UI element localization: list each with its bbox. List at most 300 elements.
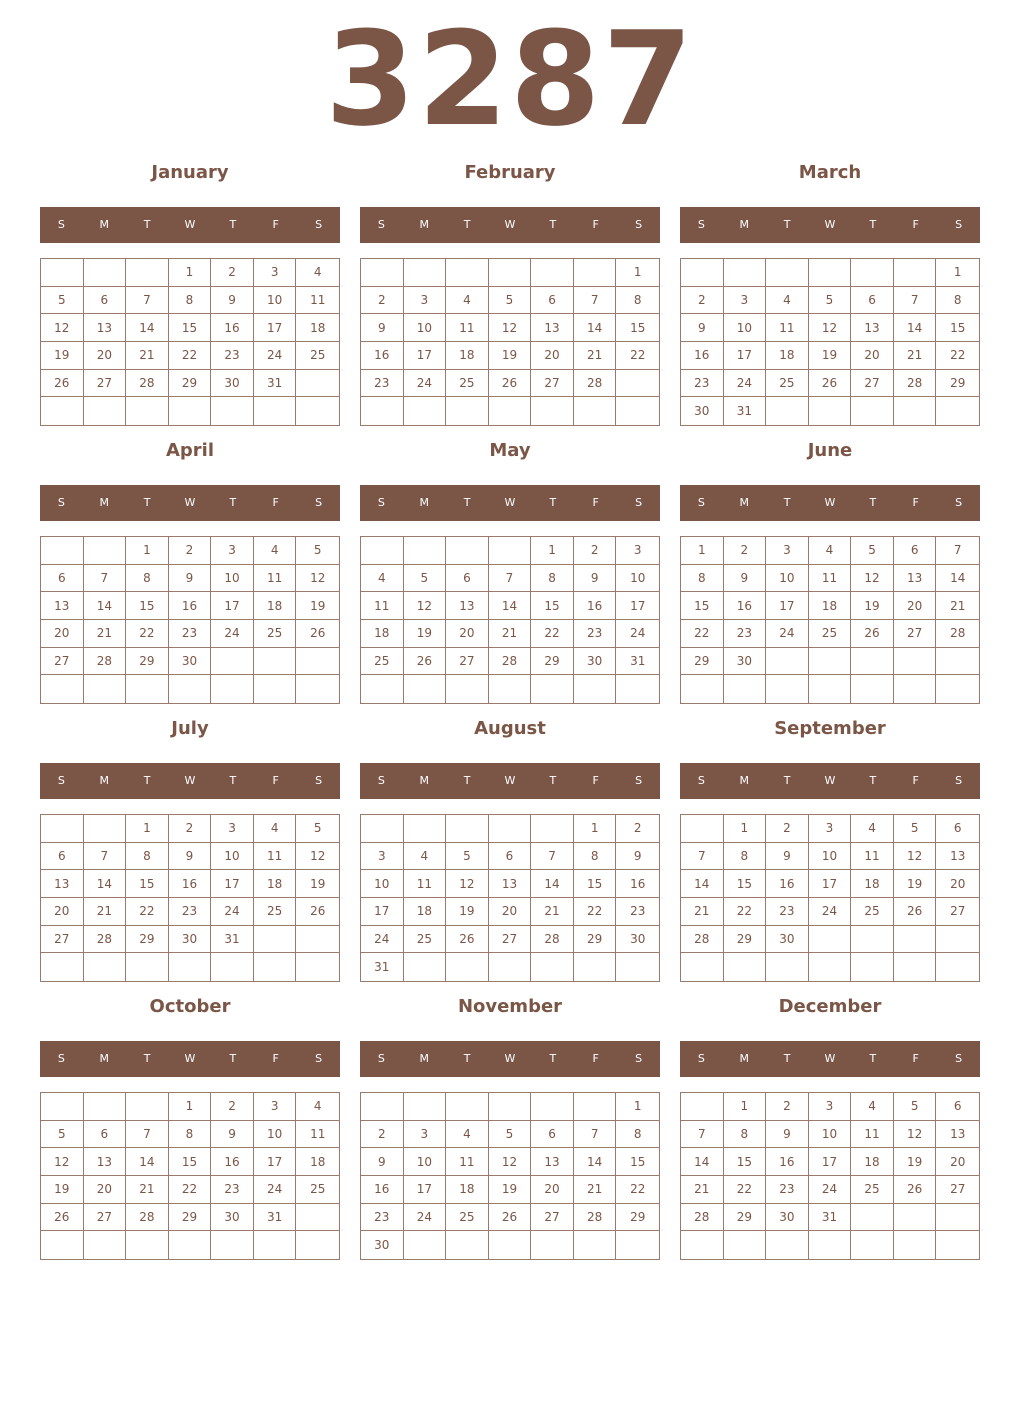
day-cell: 4 (766, 287, 809, 315)
day-cell: 18 (254, 870, 297, 898)
day-cell: 22 (724, 898, 767, 926)
empty-day-cell (894, 1204, 937, 1232)
day-cell: 24 (361, 926, 404, 954)
day-cell: 17 (809, 1148, 852, 1176)
day-cell: 11 (851, 843, 894, 871)
day-cell: 25 (296, 1176, 339, 1204)
day-cell: 23 (616, 898, 659, 926)
empty-day-cell (851, 953, 894, 981)
empty-day-cell (41, 537, 84, 565)
day-cell: 8 (531, 565, 574, 593)
weekday-label: S (57, 1052, 65, 1065)
weekday-header (680, 763, 980, 799)
weekday-label: W (824, 496, 836, 509)
weekday-label: S (697, 1052, 705, 1065)
empty-day-cell (41, 259, 84, 287)
day-cell: 2 (211, 259, 254, 287)
months-grid (40, 155, 980, 1267)
empty-day-cell (681, 1093, 724, 1121)
empty-day-cell (851, 1204, 894, 1232)
day-cell: 7 (126, 287, 169, 315)
month-title: April (165, 440, 215, 461)
day-cell: 26 (404, 648, 447, 676)
day-cell: 9 (361, 1148, 404, 1176)
day-cell: 12 (894, 1121, 937, 1149)
day-cell: 15 (681, 592, 724, 620)
empty-day-cell (126, 675, 169, 703)
day-cell: 2 (724, 537, 767, 565)
day-cell: 12 (851, 565, 894, 593)
day-cell: 27 (851, 370, 894, 398)
empty-day-cell (531, 1231, 574, 1259)
day-cell: 15 (126, 592, 169, 620)
empty-day-cell (296, 1204, 339, 1232)
empty-day-cell (361, 675, 404, 703)
empty-day-cell (41, 1231, 84, 1259)
day-cell: 26 (851, 620, 894, 648)
empty-day-cell (296, 953, 339, 981)
day-cell: 9 (211, 1121, 254, 1149)
day-cell: 4 (446, 1121, 489, 1149)
weekday-label: T (549, 774, 557, 787)
day-cell: 19 (851, 592, 894, 620)
empty-day-cell (446, 259, 489, 287)
day-cell: 10 (404, 314, 447, 342)
empty-day-cell (936, 953, 979, 981)
day-cell: 11 (766, 314, 809, 342)
day-cell: 5 (489, 287, 532, 315)
weekday-label: S (315, 218, 323, 231)
weekday-label: W (184, 774, 196, 787)
weekday-label: M (739, 1052, 750, 1065)
weekday-label: S (635, 496, 643, 509)
empty-day-cell (809, 648, 852, 676)
day-cell: 5 (809, 287, 852, 315)
weekday-label: T (549, 1052, 557, 1065)
empty-day-cell (894, 926, 937, 954)
day-cell: 19 (489, 1176, 532, 1204)
empty-day-cell (84, 397, 127, 425)
day-cell: 28 (126, 370, 169, 398)
empty-day-cell (894, 648, 937, 676)
empty-day-cell (809, 675, 852, 703)
day-cell: 17 (616, 592, 659, 620)
day-cell: 21 (574, 1176, 617, 1204)
month-title: September (774, 718, 886, 739)
empty-day-cell (809, 1231, 852, 1259)
day-cell: 21 (126, 342, 169, 370)
day-cell: 9 (169, 565, 212, 593)
weekday-label: T (869, 218, 877, 231)
weekday-label: M (99, 218, 110, 231)
day-cell: 19 (296, 592, 339, 620)
day-cell: 13 (531, 314, 574, 342)
day-cell: 5 (894, 815, 937, 843)
day-cell: 21 (84, 620, 127, 648)
day-cell: 16 (766, 1148, 809, 1176)
day-cell: 26 (894, 898, 937, 926)
day-cell: 30 (574, 648, 617, 676)
day-cell: 31 (361, 953, 404, 981)
day-cell: 18 (851, 1148, 894, 1176)
weekday-label: W (184, 218, 196, 231)
empty-day-cell (296, 648, 339, 676)
empty-day-cell (766, 648, 809, 676)
day-cell: 24 (254, 1176, 297, 1204)
day-cell: 2 (169, 815, 212, 843)
weekday-label: W (184, 1052, 196, 1065)
weekday-label: F (912, 218, 919, 231)
empty-day-cell (681, 953, 724, 981)
month-title: March (798, 162, 862, 183)
day-cell: 30 (766, 1204, 809, 1232)
day-cell: 15 (574, 870, 617, 898)
day-cell: 9 (211, 287, 254, 315)
weekday-label: W (504, 1052, 516, 1065)
day-cell: 20 (531, 1176, 574, 1204)
day-cell: 26 (489, 1204, 532, 1232)
month-july (40, 711, 340, 989)
empty-day-cell (489, 259, 532, 287)
day-cell: 28 (681, 1204, 724, 1232)
day-cell: 18 (361, 620, 404, 648)
day-cell: 16 (169, 592, 212, 620)
day-cell: 28 (531, 926, 574, 954)
weekday-label: S (57, 774, 65, 787)
day-cell: 26 (489, 370, 532, 398)
day-cell: 14 (574, 314, 617, 342)
empty-day-cell (404, 1093, 447, 1121)
empty-day-cell (126, 953, 169, 981)
day-cell: 8 (724, 1121, 767, 1149)
weekday-label: S (377, 1052, 385, 1065)
empty-day-cell (254, 675, 297, 703)
month-title: November (457, 996, 563, 1017)
empty-day-cell (766, 259, 809, 287)
day-cell: 9 (574, 565, 617, 593)
empty-day-cell (84, 953, 127, 981)
weekday-label: W (504, 218, 516, 231)
empty-day-cell (616, 953, 659, 981)
day-cell: 13 (41, 592, 84, 620)
day-cell: 11 (254, 843, 297, 871)
day-cell: 17 (724, 342, 767, 370)
day-cell: 28 (574, 370, 617, 398)
day-cell: 27 (41, 926, 84, 954)
weekday-label: W (824, 774, 836, 787)
empty-day-cell (254, 397, 297, 425)
empty-day-cell (404, 397, 447, 425)
day-cell: 29 (126, 648, 169, 676)
month-may (360, 433, 660, 711)
day-cell: 20 (851, 342, 894, 370)
empty-day-cell (724, 259, 767, 287)
day-cell: 6 (894, 537, 937, 565)
empty-day-cell (489, 397, 532, 425)
day-cell: 5 (851, 537, 894, 565)
month-title: June (807, 440, 853, 461)
day-cell: 26 (41, 370, 84, 398)
empty-day-cell (724, 953, 767, 981)
empty-day-cell (574, 397, 617, 425)
day-cell: 15 (616, 1148, 659, 1176)
day-cell: 14 (84, 870, 127, 898)
weekday-label: M (739, 218, 750, 231)
day-cell: 23 (766, 898, 809, 926)
weekday-label: T (143, 1052, 151, 1065)
day-cell: 16 (616, 870, 659, 898)
empty-day-cell (169, 397, 212, 425)
weekday-label: F (592, 1052, 599, 1065)
day-cell: 22 (616, 1176, 659, 1204)
day-cell: 3 (404, 287, 447, 315)
day-cell: 4 (851, 815, 894, 843)
day-cell: 27 (531, 370, 574, 398)
day-cell: 28 (574, 1204, 617, 1232)
day-cell: 30 (766, 926, 809, 954)
day-cell: 10 (211, 565, 254, 593)
empty-day-cell (446, 537, 489, 565)
day-cell: 24 (404, 1204, 447, 1232)
day-cell: 19 (894, 870, 937, 898)
day-cell: 8 (169, 287, 212, 315)
empty-day-cell (851, 259, 894, 287)
weekday-label: S (377, 774, 385, 787)
day-cell: 28 (894, 370, 937, 398)
weekday-label: W (824, 218, 836, 231)
day-cell: 2 (211, 1093, 254, 1121)
empty-day-cell (84, 1093, 127, 1121)
day-cell: 14 (681, 1148, 724, 1176)
day-cell: 29 (169, 370, 212, 398)
day-cell: 21 (84, 898, 127, 926)
weekday-label: T (869, 774, 877, 787)
empty-day-cell (41, 675, 84, 703)
day-cell: 4 (296, 259, 339, 287)
month-august (360, 711, 660, 989)
day-grid (680, 258, 980, 426)
day-cell: 7 (84, 843, 127, 871)
day-cell: 6 (84, 1121, 127, 1149)
weekday-header (360, 485, 660, 521)
day-cell: 26 (296, 620, 339, 648)
day-cell: 29 (936, 370, 979, 398)
empty-day-cell (851, 675, 894, 703)
weekday-label: F (592, 218, 599, 231)
day-cell: 27 (84, 1204, 127, 1232)
weekday-label: S (955, 496, 963, 509)
month-april (40, 433, 340, 711)
day-cell: 31 (254, 1204, 297, 1232)
day-cell: 4 (361, 565, 404, 593)
weekday-label: M (419, 774, 430, 787)
day-cell: 29 (531, 648, 574, 676)
day-cell: 29 (126, 926, 169, 954)
day-cell: 23 (681, 370, 724, 398)
empty-day-cell (404, 675, 447, 703)
empty-day-cell (254, 1231, 297, 1259)
day-cell: 6 (851, 287, 894, 315)
empty-day-cell (41, 953, 84, 981)
empty-day-cell (489, 537, 532, 565)
empty-day-cell (404, 1231, 447, 1259)
weekday-label: W (504, 774, 516, 787)
weekday-header (680, 485, 980, 521)
empty-day-cell (404, 537, 447, 565)
weekday-label: M (99, 1052, 110, 1065)
day-cell: 1 (574, 815, 617, 843)
day-cell: 23 (766, 1176, 809, 1204)
empty-day-cell (531, 1093, 574, 1121)
empty-day-cell (84, 1231, 127, 1259)
day-cell: 18 (296, 314, 339, 342)
day-cell: 13 (41, 870, 84, 898)
day-cell: 13 (489, 870, 532, 898)
weekday-label: S (635, 774, 643, 787)
weekday-label: T (229, 1052, 237, 1065)
day-cell: 9 (169, 843, 212, 871)
empty-day-cell (851, 648, 894, 676)
day-cell: 18 (446, 1176, 489, 1204)
day-cell: 25 (809, 620, 852, 648)
month-title: August (474, 718, 546, 739)
weekday-label: T (549, 496, 557, 509)
day-cell: 16 (361, 1176, 404, 1204)
day-cell: 29 (169, 1204, 212, 1232)
weekday-label: S (697, 496, 705, 509)
empty-day-cell (126, 397, 169, 425)
empty-day-cell (361, 259, 404, 287)
day-cell: 17 (809, 870, 852, 898)
day-cell: 16 (724, 592, 767, 620)
day-cell: 17 (254, 1148, 297, 1176)
day-cell: 11 (296, 287, 339, 315)
day-grid (360, 258, 660, 426)
weekday-header (40, 1041, 340, 1077)
day-cell: 14 (126, 1148, 169, 1176)
day-cell: 21 (489, 620, 532, 648)
day-cell: 1 (724, 815, 767, 843)
weekday-header (40, 485, 340, 521)
day-cell: 17 (766, 592, 809, 620)
day-cell: 30 (616, 926, 659, 954)
weekday-header (40, 207, 340, 243)
day-cell: 25 (361, 648, 404, 676)
day-cell: 1 (169, 1093, 212, 1121)
day-cell: 19 (446, 898, 489, 926)
day-cell: 18 (296, 1148, 339, 1176)
empty-day-cell (681, 259, 724, 287)
day-cell: 23 (169, 898, 212, 926)
day-grid (40, 258, 340, 426)
weekday-label: T (783, 1052, 791, 1065)
day-cell: 7 (489, 565, 532, 593)
day-cell: 15 (531, 592, 574, 620)
weekday-label: T (869, 496, 877, 509)
day-cell: 22 (724, 1176, 767, 1204)
day-cell: 11 (404, 870, 447, 898)
empty-day-cell (936, 926, 979, 954)
day-cell: 19 (489, 342, 532, 370)
empty-day-cell (574, 1093, 617, 1121)
day-cell: 10 (254, 1121, 297, 1149)
day-cell: 10 (766, 565, 809, 593)
empty-day-cell (84, 815, 127, 843)
day-cell: 15 (724, 870, 767, 898)
day-cell: 5 (446, 843, 489, 871)
day-cell: 26 (296, 898, 339, 926)
day-cell: 31 (211, 926, 254, 954)
day-cell: 16 (681, 342, 724, 370)
day-cell: 31 (254, 370, 297, 398)
day-cell: 5 (296, 815, 339, 843)
day-cell: 6 (41, 565, 84, 593)
day-cell: 16 (211, 314, 254, 342)
day-cell: 14 (126, 314, 169, 342)
day-cell: 6 (84, 287, 127, 315)
day-cell: 29 (681, 648, 724, 676)
weekday-label: F (592, 496, 599, 509)
day-cell: 18 (404, 898, 447, 926)
empty-day-cell (254, 953, 297, 981)
empty-day-cell (531, 815, 574, 843)
day-cell: 7 (126, 1121, 169, 1149)
day-cell: 18 (254, 592, 297, 620)
day-cell: 6 (531, 1121, 574, 1149)
day-cell: 10 (211, 843, 254, 871)
empty-day-cell (489, 1093, 532, 1121)
day-cell: 12 (404, 592, 447, 620)
day-cell: 27 (489, 926, 532, 954)
day-grid (40, 536, 340, 704)
empty-day-cell (616, 397, 659, 425)
empty-day-cell (766, 953, 809, 981)
empty-day-cell (894, 675, 937, 703)
day-cell: 18 (809, 592, 852, 620)
day-cell: 29 (574, 926, 617, 954)
empty-day-cell (616, 675, 659, 703)
day-cell: 16 (169, 870, 212, 898)
day-cell: 9 (681, 314, 724, 342)
weekday-label: F (272, 1052, 279, 1065)
day-cell: 22 (531, 620, 574, 648)
empty-day-cell (446, 397, 489, 425)
weekday-label: W (184, 496, 196, 509)
day-cell: 8 (724, 843, 767, 871)
empty-day-cell (41, 1093, 84, 1121)
day-cell: 13 (936, 1121, 979, 1149)
day-cell: 22 (681, 620, 724, 648)
day-cell: 28 (936, 620, 979, 648)
day-cell: 11 (851, 1121, 894, 1149)
day-cell: 8 (126, 843, 169, 871)
empty-day-cell (211, 953, 254, 981)
day-cell: 14 (936, 565, 979, 593)
day-cell: 26 (894, 1176, 937, 1204)
day-cell: 24 (616, 620, 659, 648)
empty-day-cell (809, 953, 852, 981)
month-june (680, 433, 980, 711)
empty-day-cell (296, 370, 339, 398)
day-cell: 27 (531, 1204, 574, 1232)
empty-day-cell (766, 397, 809, 425)
day-cell: 5 (41, 1121, 84, 1149)
day-cell: 3 (809, 1093, 852, 1121)
empty-day-cell (211, 397, 254, 425)
day-cell: 14 (681, 870, 724, 898)
weekday-label: T (229, 218, 237, 231)
day-cell: 1 (616, 1093, 659, 1121)
